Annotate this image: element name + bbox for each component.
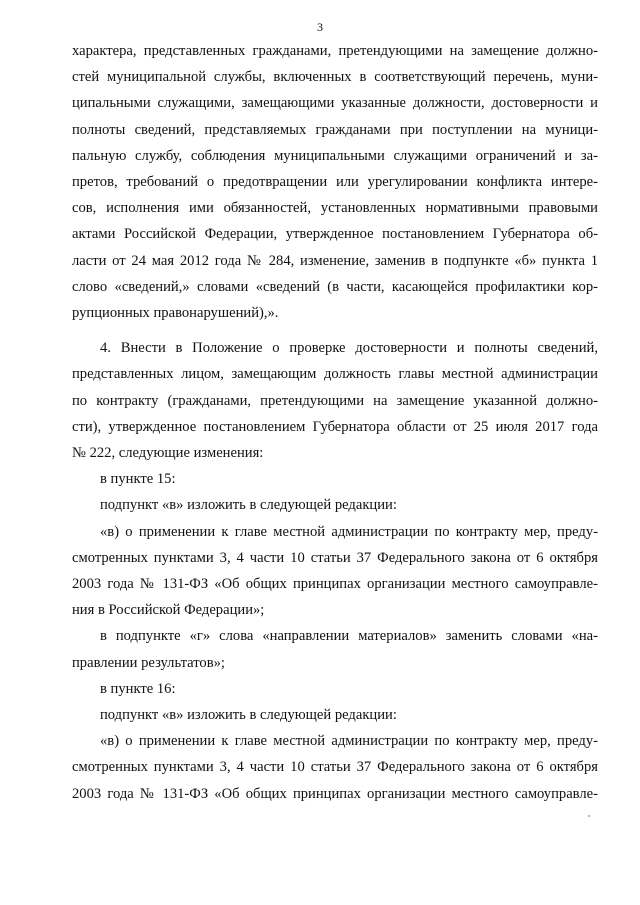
paragraph — [72, 623, 598, 675]
text-line: ципальными служащими, замещающими указанные должности, достоверности и — [72, 95, 598, 112]
paragraph — [72, 38, 598, 326]
document-body — [72, 38, 598, 807]
text-line: правлении результатов»; — [72, 654, 225, 671]
paragraph — [72, 492, 598, 518]
text-line: стей муниципальной службы, включенных в соответствующий перечень, муни- — [72, 69, 598, 86]
text-line: подпункт «в» изложить в следующей редакции: — [100, 497, 397, 514]
text-line: рупционных правонарушений),». — [72, 305, 279, 322]
text-line: ласти от 24 мая 2012 года № 284, изменение, заменив в подпункте «б» пункта 1 — [72, 252, 598, 269]
text-line: сти), утвержденное постановлением Губернатора области от 25 июля 2017 года — [72, 418, 598, 435]
text-line: актами Российской Федерации, утвержденное постановлением Губернатора об- — [72, 226, 598, 243]
text-line: в пункте 15: — [100, 471, 176, 488]
text-line: пальную службу, соблюдения муниципальными служащими ограничений и за- — [72, 147, 598, 164]
paragraph — [72, 519, 598, 624]
text-line: «в) о применении к главе местной администрации по контракту мер, преду- — [100, 733, 598, 750]
text-line: 4. Внести в Положение о проверке достоверности и полноты сведений, — [100, 340, 598, 357]
text-line: № 222, следующие изменения: — [72, 445, 264, 462]
text-line: полноты сведений, представляемых гражданами при поступлении на муници- — [72, 121, 598, 138]
scan-speck — [588, 815, 590, 817]
text-line: сов, исполнения ими обязанностей, установленных нормативными правовыми — [72, 200, 598, 217]
paragraph — [72, 676, 598, 702]
text-line: представленных лицом, замещающим должность главы местной администрации — [72, 366, 598, 383]
paragraph — [72, 335, 598, 466]
text-line: смотренных пунктами 3, 4 части 10 статьи 37 Федерального закона от 6 октября — [72, 549, 598, 566]
text-line: в пункте 16: — [100, 680, 176, 697]
text-line: характера, представленных гражданами, претендующими на замещение должно- — [72, 43, 598, 59]
text-line: в подпункте «г» слова «направлении материалов» заменить словами «на- — [100, 628, 598, 645]
text-line: по контракту (гражданами, претендующими на замещение указанной должно- — [72, 392, 598, 409]
text-line: ния в Российской Федерации»; — [72, 602, 265, 619]
text-line: «в) о применении к главе местной администрации по контракту мер, преду- — [100, 523, 598, 540]
text-line: подпункт «в» изложить в следующей редакции: — [100, 707, 397, 724]
paragraph-gap — [72, 326, 598, 335]
paragraph — [72, 466, 598, 492]
paragraph — [72, 728, 598, 807]
text-line: слово «сведений,» словами «сведений (в части, касающейся профилактики кор- — [72, 278, 598, 295]
text-line: 2003 года № 131-ФЗ «Об общих принципах организации местного самоуправле- — [72, 785, 598, 802]
paragraph — [72, 702, 598, 728]
text-line: смотренных пунктами 3, 4 части 10 статьи 37 Федерального закона от 6 октября — [72, 759, 598, 776]
text-line: претов, требований о предотвращении или урегулировании конфликта интере- — [72, 174, 598, 191]
page-number: 3 — [317, 20, 323, 34]
text-line: 2003 года № 131-ФЗ «Об общих принципах организации местного самоуправле- — [72, 576, 598, 593]
